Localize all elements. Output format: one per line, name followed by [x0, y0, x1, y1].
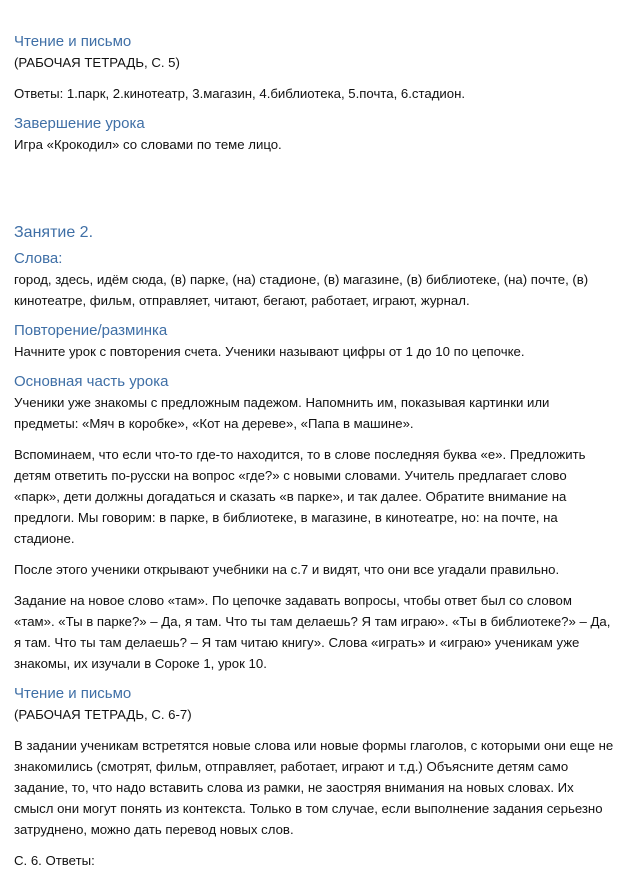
game-paragraph: Игра «Крокодил» со словами по теме лицо. — [14, 137, 282, 152]
section-heading-main-part: Основная часть урока — [14, 373, 169, 390]
section-heading-warmup: Повторение/разминка — [14, 322, 168, 339]
main-paragraph-1: Ученики уже знакомы с предложным падежом. Напомнить им, показывая картинки или предметы: «Мяч в коробке», «Кот на дереве», «Папа в машине». — [14, 395, 550, 431]
section-heading-words: Слова: — [14, 250, 63, 267]
main-paragraph-2: Вспоминаем, что если что-то где-то находится, то в слове последняя буква «е». Предложить детям ответить по-русски на вопрос «где?» с новыми словами. Учитель предлагает слово «парк», дети должны догадаться и сказать «в парке», и так далее. Обратите внимание на предлоги. Мы говорим: в парке, в библиотеке, в магазине, в кинотеатре, но: на почте, на стадионе. — [14, 447, 586, 546]
workbook-reference-2: (РАБОЧАЯ ТЕТРАДЬ, С. 6-7) — [14, 707, 192, 722]
section-heading-lesson-end: Завершение урока — [14, 115, 145, 132]
answers-paragraph: Ответы: 1.парк, 2.кинотеатр, 3.магазин, 4.библиотека, 5.почта, 6.стадион. — [14, 86, 466, 101]
warmup-paragraph: Начните урок с повторения счета. Ученики называют цифры от 1 до 10 по цепочке. — [14, 344, 525, 359]
words-paragraph: город, здесь, идём сюда, (в) парке, (на) стадионе, (в) магазине, (в) библиотеке, (на) почте, (в) кинотеатре, фильм, отправляет, читают, бегают, работает, играют, журнал. — [14, 272, 589, 308]
document-page — [14, 32, 614, 871]
lesson-title: Занятие 2. — [14, 224, 94, 241]
task-paragraph: В задании ученикам встретятся новые слова или новые формы глаголов, с которыми они еще не знакомились (смотрят, фильм, отправляет, работает, играют и т.д.) Объясните детям само задание, то, что надо вставить слова из рамки, не заостряя внимания на новых словах. Их смысл они могут понять из контекста. Только в том случае, если выполнение задания серьезно затруднено, можно дать перевод новых слов. — [14, 738, 614, 837]
section-heading-reading-writing-2: Чтение и письмо — [14, 685, 132, 702]
workbook-reference: (РАБОЧАЯ ТЕТРАДЬ, С. 5) — [14, 55, 180, 70]
answers-label: С. 6. Ответы: — [14, 853, 95, 868]
main-paragraph-4: Задание на новое слово «там». По цепочке задавать вопросы, чтобы ответ был со словом «там». «Ты в парке?» – Да, я там. Что ты там делаешь? Я там играю». «Ты в библиотеке?» – Да, я там. Что ты там делаешь? – Я там читаю книгу». Слова «играть» и «играю» ученикам уже знакомы, их изучали в Сороке 1, урок 10. — [14, 593, 611, 671]
section-heading-reading-writing: Чтение и письмо — [14, 33, 132, 50]
main-paragraph-3: После этого ученики открывают учебники на с.7 и видят, что они все угадали правильно. — [14, 562, 560, 577]
